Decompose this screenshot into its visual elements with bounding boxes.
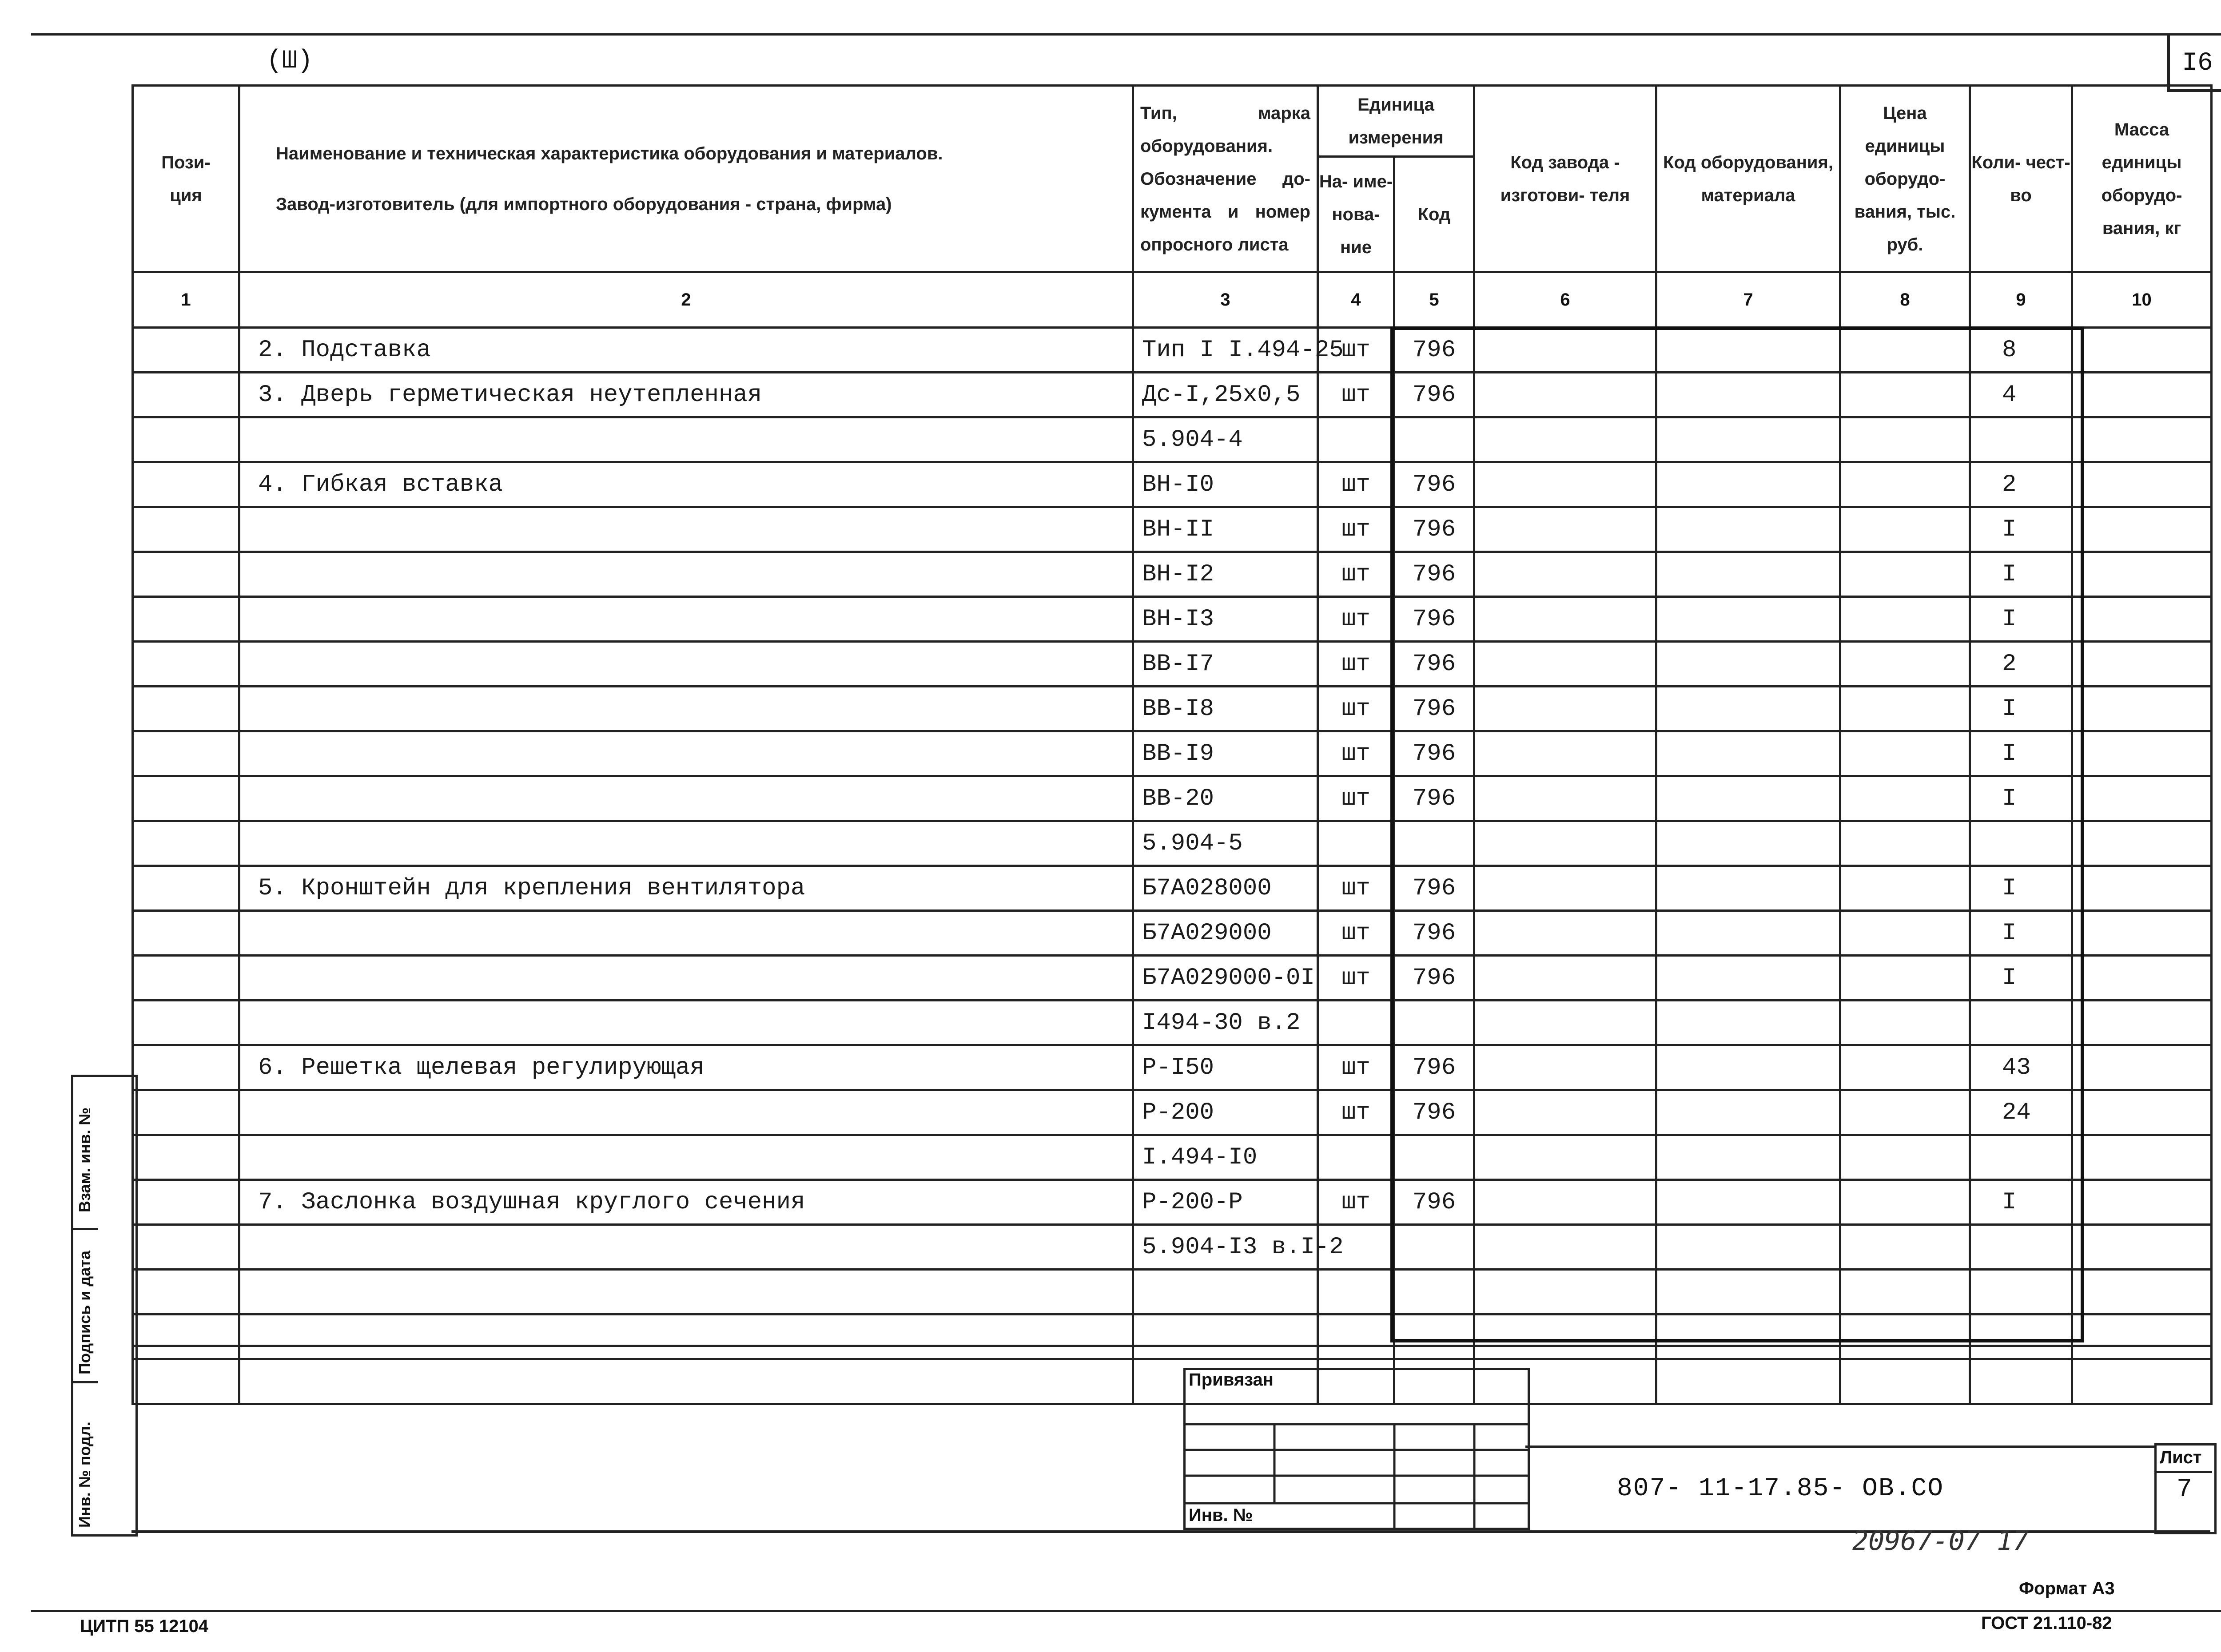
inv-number-label: Инв. № [1189, 1505, 1253, 1525]
cell-code: 796 [1394, 642, 1474, 687]
stamp-vzam-inv: Взам. инв. № [76, 1107, 94, 1212]
column-number: 9 [1970, 272, 2072, 328]
cell-type [1133, 1270, 1318, 1314]
cell-code: 796 [1394, 776, 1474, 821]
outer-bottom-rule [31, 1610, 2221, 1612]
page-number: I6 [2182, 49, 2213, 78]
cell-mass [2072, 552, 2212, 597]
cell-name: 5. Кронштейн для крепления вентилятора [239, 866, 1133, 911]
header-equipment-code: Код оборудования, материала [1656, 86, 1840, 272]
column-number: 6 [1474, 272, 1656, 328]
cell-qty: 8 [1970, 328, 2072, 373]
cell-name [239, 911, 1133, 956]
cell-pos [133, 552, 239, 597]
cell-code: 796 [1394, 866, 1474, 911]
cell-unit [1318, 1135, 1394, 1180]
list-number: 7 [2177, 1475, 2192, 1504]
cell-name [239, 821, 1133, 866]
cell-unit [1318, 1001, 1394, 1045]
cell-code: 796 [1394, 1090, 1474, 1135]
cell-type: Б7А028000 [1133, 866, 1318, 911]
cell-mass [2072, 1090, 2212, 1135]
cell-type: Р-200 [1133, 1090, 1318, 1135]
cell-pos [133, 1314, 239, 1359]
cell-qty: I [1970, 687, 2072, 731]
cell-mass [2072, 821, 2212, 866]
cell-type: I.494-I0 [1133, 1135, 1318, 1180]
column-number: 1 [133, 272, 239, 328]
cell-unit: шт [1318, 642, 1394, 687]
cell-unit: шт [1318, 1090, 1394, 1135]
cell-mass [2072, 866, 2212, 911]
cell-name [239, 417, 1133, 462]
top-rule [31, 33, 2221, 36]
cell-pos [133, 462, 239, 507]
cell-pos [133, 328, 239, 373]
cell-equipment-code [1656, 1359, 1840, 1404]
cell-mass [2072, 1180, 2212, 1225]
cell-code: 796 [1394, 731, 1474, 776]
cell-mass [2072, 1225, 2212, 1270]
cell-code: 796 [1394, 597, 1474, 642]
list-divider [2154, 1471, 2212, 1473]
cell-pos [133, 1270, 239, 1314]
cell-code: 796 [1394, 1180, 1474, 1225]
cell-qty: I [1970, 731, 2072, 776]
cell-mass [2072, 956, 2212, 1001]
cell-unit: шт [1318, 956, 1394, 1001]
table-row [133, 1359, 2212, 1404]
cell-pos [133, 417, 239, 462]
cell-pos [133, 821, 239, 866]
cell-unit: шт [1318, 776, 1394, 821]
cell-mass [2072, 507, 2212, 552]
cell-name [239, 687, 1133, 731]
cell-mass [2072, 1270, 2212, 1314]
header-unit-code: Код [1394, 157, 1474, 272]
cell-type: Б7А029000-0I [1133, 956, 1318, 1001]
cell-unit: шт [1318, 507, 1394, 552]
cell-type: Б7А029000 [1133, 911, 1318, 956]
column-number: 10 [2072, 272, 2212, 328]
cell-unit: шт [1318, 462, 1394, 507]
cell-name: 3. Дверь герметическая неутепленная [239, 373, 1133, 417]
cell-code: 796 [1394, 911, 1474, 956]
cell-name [239, 1225, 1133, 1270]
cell-pos [133, 776, 239, 821]
header-type: Тип, марка оборудования. Обозначение до- кумента и номер опросного листа [1133, 86, 1318, 272]
cell-pos [133, 507, 239, 552]
cell-type: Р-I50 [1133, 1045, 1318, 1090]
cell-name [239, 1314, 1133, 1359]
cell-unit [1318, 1270, 1394, 1314]
cell-mass [2072, 373, 2212, 417]
cell-pos [133, 1001, 239, 1045]
format-label: Формат А3 [2019, 1579, 2115, 1598]
cell-unit: шт [1318, 1045, 1394, 1090]
cell-mass [2072, 687, 2212, 731]
cell-qty: I [1970, 507, 2072, 552]
cell-mass [2072, 462, 2212, 507]
stamp-inv-podl: Инв. № подл. [76, 1422, 94, 1528]
cell-pos [133, 956, 239, 1001]
cell-qty: I [1970, 956, 2072, 1001]
cell-pos [133, 1090, 239, 1135]
cell-pos [133, 1225, 239, 1270]
cell-code: 796 [1394, 328, 1474, 373]
privyazan-label: Привязан [1189, 1370, 1274, 1390]
cell-unit: шт [1318, 911, 1394, 956]
header-name-line2: Завод-изготовитель (для импортного оборудования - страна, фирма) [276, 194, 892, 214]
cell-unit [1318, 417, 1394, 462]
cell-qty: I [1970, 1180, 2072, 1225]
cell-type: ВН-I0 [1133, 462, 1318, 507]
cell-mass [2072, 731, 2212, 776]
cell-type: ВН-I3 [1133, 597, 1318, 642]
cell-unit: шт [1318, 731, 1394, 776]
cell-mass [2072, 1001, 2212, 1045]
cell-mass [2072, 911, 2212, 956]
cell-mass [2072, 417, 2212, 462]
header-position: Пози- ция [133, 86, 239, 272]
cell-qty: 24 [1970, 1090, 2072, 1135]
cell-unit: шт [1318, 597, 1394, 642]
cell-mass [2072, 1135, 2212, 1180]
cell-pos [133, 866, 239, 911]
cell-type: ВВ-I8 [1133, 687, 1318, 731]
cell-mass [2072, 1359, 2212, 1404]
cell-name [239, 507, 1133, 552]
privyazan-grid [1186, 1370, 1528, 1528]
stamp-podpis-data: Подпись и дата [76, 1251, 94, 1374]
column-number: 2 [239, 272, 1133, 328]
sheet-code: (Ш) [267, 47, 313, 75]
cell-type: 5.904-4 [1133, 417, 1318, 462]
cell-name [239, 552, 1133, 597]
cell-qty: 2 [1970, 642, 2072, 687]
cell-name [239, 1359, 1133, 1404]
cell-unit: шт [1318, 866, 1394, 911]
column-number: 7 [1656, 272, 1840, 328]
cell-name [239, 1090, 1133, 1135]
cell-type: I494-30 в.2 [1133, 1001, 1318, 1045]
cell-qty: I [1970, 866, 2072, 911]
cell-mass [2072, 328, 2212, 373]
cell-name [239, 956, 1133, 1001]
cell-type: ВВ-20 [1133, 776, 1318, 821]
inventory-number: 20967-07 17 [1852, 1525, 2029, 1557]
cell-name [239, 1001, 1133, 1045]
cell-type: 5.904-5 [1133, 821, 1318, 866]
cell-pos [133, 1135, 239, 1180]
cell-name: 2. Подставка [239, 328, 1133, 373]
cell-qty: I [1970, 776, 2072, 821]
cell-qty: 2 [1970, 462, 2072, 507]
column-number: 8 [1840, 272, 1970, 328]
cell-type: ВВ-I7 [1133, 642, 1318, 687]
cell-name [239, 776, 1133, 821]
header-name-line1: Наименование и техническая характеристика оборудования и материалов. [276, 143, 943, 163]
document-code: 807- 11-17.85- ОВ.СО [1617, 1474, 1944, 1503]
cell-name [239, 642, 1133, 687]
cell-unit: шт [1318, 373, 1394, 417]
cell-name: 6. Решетка щелевая регулирующая [239, 1045, 1133, 1090]
cell-code: 796 [1394, 552, 1474, 597]
cell-mass [2072, 776, 2212, 821]
cell-qty: I [1970, 597, 2072, 642]
cell-pos [133, 642, 239, 687]
cell-qty: I [1970, 911, 2072, 956]
cell-pos [133, 1045, 239, 1090]
cell-name: 7. Заслонка воздушная круглого сечения [239, 1180, 1133, 1225]
cell-type: ВВ-I9 [1133, 731, 1318, 776]
header-price: Цена единицы оборудо- вания, тыс. руб. [1840, 86, 1970, 272]
cell-qty [1970, 1359, 2072, 1404]
cell-name [239, 597, 1133, 642]
title-rule [1525, 1446, 2154, 1448]
cell-pos [133, 731, 239, 776]
header-unit-name: На- име- нова- ние [1318, 157, 1394, 272]
cell-type: ВН-I2 [1133, 552, 1318, 597]
cell-type [1133, 1314, 1318, 1359]
header-name [239, 86, 1133, 272]
cell-code: 796 [1394, 462, 1474, 507]
cell-mass [2072, 1314, 2212, 1359]
cell-qty: I [1970, 552, 2072, 597]
cell-code: 796 [1394, 373, 1474, 417]
cell-mass [2072, 642, 2212, 687]
cell-type: Тип I I.494-25 [1133, 328, 1318, 373]
cell-pos [133, 1180, 239, 1225]
cell-unit: шт [1318, 552, 1394, 597]
cell-name [239, 1135, 1133, 1180]
cell-mass [2072, 597, 2212, 642]
bottom-rule [131, 1345, 2210, 1347]
column-number: 5 [1394, 272, 1474, 328]
cell-name [239, 1270, 1133, 1314]
header-factory-code: Код завода - изготови- теля [1474, 86, 1656, 272]
cell-qty: 4 [1970, 373, 2072, 417]
cell-unit [1318, 821, 1394, 866]
cell-name: 4. Гибкая вставка [239, 462, 1133, 507]
cell-qty: 43 [1970, 1045, 2072, 1090]
cell-price [1840, 1359, 1970, 1404]
cell-unit: шт [1318, 328, 1394, 373]
gost-label: ГОСТ 21.110-82 [1981, 1613, 2112, 1633]
header-mass: Масса единицы оборудо- вания, кг [2072, 86, 2212, 272]
cell-pos [133, 597, 239, 642]
cell-code: 796 [1394, 956, 1474, 1001]
column-number: 3 [1133, 272, 1318, 328]
cell-unit: шт [1318, 1180, 1394, 1225]
cell-pos [133, 687, 239, 731]
cell-type: Дс-I,25х0,5 [1133, 373, 1318, 417]
cell-unit [1318, 1314, 1394, 1359]
cell-mass [2072, 1045, 2212, 1090]
cell-type: Р-200-Р [1133, 1180, 1318, 1225]
cell-pos [133, 911, 239, 956]
cell-type: 5.904-I3 в.I-2 [1133, 1225, 1318, 1270]
citp-label: ЦИТП 55 12104 [80, 1616, 209, 1636]
bold-frame [1390, 326, 2084, 1342]
header-unit-group: Единица измерения [1318, 86, 1474, 157]
cell-unit: шт [1318, 687, 1394, 731]
cell-code: 796 [1394, 507, 1474, 552]
cell-type: ВН-II [1133, 507, 1318, 552]
cell-pos [133, 1359, 239, 1404]
cell-code: 796 [1394, 1045, 1474, 1090]
cell-code: 796 [1394, 687, 1474, 731]
list-label: Лист [2160, 1448, 2202, 1467]
column-number: 4 [1318, 272, 1394, 328]
cell-pos [133, 373, 239, 417]
header-quantity: Коли- чест- во [1970, 86, 2072, 272]
cell-name [239, 731, 1133, 776]
